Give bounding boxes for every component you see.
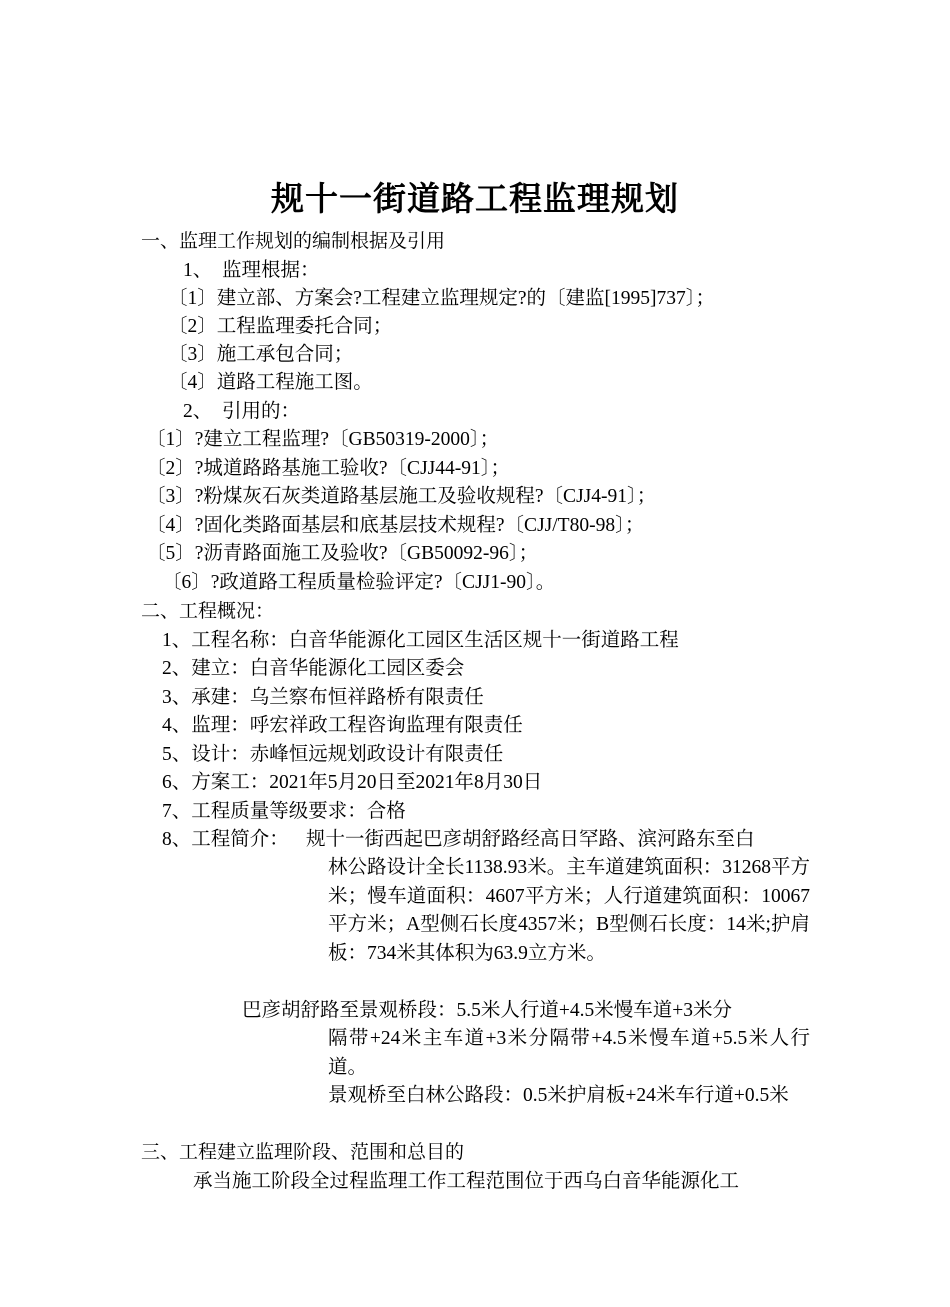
basis-item: 〔4〕道路工程施工图。: [168, 372, 373, 393]
refs-label: 2、 引用的：: [183, 401, 301, 422]
overview-item: 2、建立：白音华能源化工园区委会: [162, 658, 465, 679]
segment-1-paragraph: 隔带+24米主车道+3米分隔带+4.5米慢车道+5.5米人行道。: [328, 1028, 810, 1078]
refs-item: 〔1〕?建立工程监理?〔GB50319-2000〕；: [146, 429, 500, 450]
intro-first-line: 规十一街西起巴彦胡舒路经高日罕路、滨河路东至白: [306, 829, 755, 850]
intro-paragraph: 林公路设计全长1138.93米。主车道建筑面积：31268平方米；慢车道面积：4607平方米；人行道建筑面积：10067平方米；A型侧石长度4357米；B型侧石长度：14米;护肩板：734米其体积为63.9立方米。: [328, 857, 810, 964]
basis-item: 〔1〕建立部、方案会?工程建立监理规定?的〔建监[1995]737〕；: [168, 288, 716, 309]
overview-item: 3、承建：乌兰察布恒祥路桥有限责任: [162, 687, 484, 708]
segment-2-paragraph: 景观桥至白林公路段：0.5米护肩板+24米车行道+0.5米: [328, 1085, 789, 1106]
section-2-heading: 二、工程概况：: [141, 601, 275, 622]
section-1-heading: 一、监理工作规划的编制根据及引用: [141, 231, 446, 252]
basis-item: 〔2〕工程监理委托合同；: [168, 316, 393, 337]
refs-item: 〔3〕?粉煤灰石灰类道路基层施工及验收规程?〔CJJ4-91〕；: [146, 486, 657, 507]
refs-item: 〔2〕?城道路路基施工验收?〔CJJ44-91〕；: [146, 458, 510, 479]
overview-item: 1、工程名称：白音华能源化工园区生活区规十一街道路工程: [162, 630, 679, 651]
section-3-heading: 三、工程建立监理阶段、范围和总目的: [141, 1142, 465, 1163]
overview-item: 6、方案工：2021年5月20日至2021年8月30日: [162, 772, 543, 793]
refs-item: 〔5〕?沥青路面施工及验收?〔GB50092-96〕；: [146, 543, 539, 564]
basis-label: 1、 监理根据：: [183, 260, 320, 281]
basis-item: 〔3〕施工承包合同；: [168, 344, 354, 365]
refs-item: 〔6〕?政道路工程质量检验评定?〔CJJ1-90〕。: [162, 572, 556, 593]
overview-item: 4、监理：呼宏祥政工程咨询监理有限责任: [162, 715, 523, 736]
intro-label: 8、工程简介：: [162, 829, 289, 850]
segment-1-first-line: 巴彦胡舒路至景观桥段：5.5米人行道+4.5米慢车道+3米分: [242, 1000, 732, 1021]
document-title: 规十一街道路工程监理规划: [271, 182, 679, 218]
refs-item: 〔4〕?固化类路面基层和底基层技术规程?〔CJJ/T80-98〕；: [146, 515, 645, 536]
overview-item: 5、设计：赤峰恒远规划政设计有限责任: [162, 744, 504, 765]
overview-item: 7、工程质量等级要求：合格: [162, 801, 406, 822]
section-3-paragraph: 承当施工阶段全过程监理工作工程范围位于西乌白音华能源化工: [193, 1171, 740, 1192]
